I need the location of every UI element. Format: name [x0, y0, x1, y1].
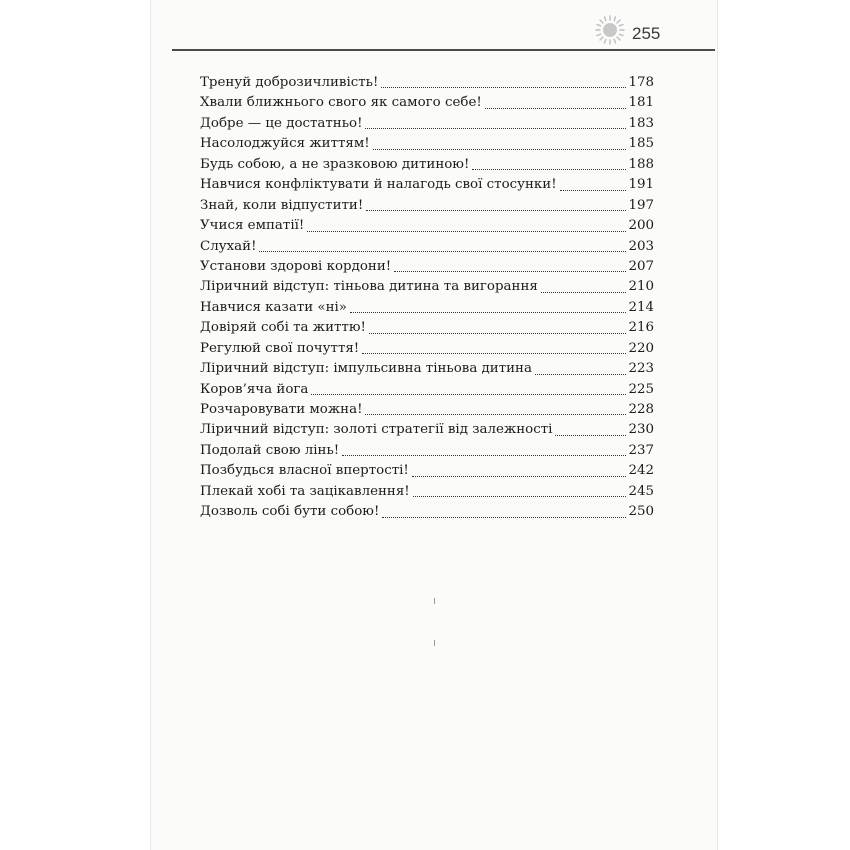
toc-entry-title: Тренуй доброзичливість!: [200, 75, 379, 90]
toc-dot-leader: [381, 73, 626, 88]
toc-dot-leader: [485, 93, 627, 108]
toc-entry-page: 203: [628, 238, 654, 254]
header-rule: [172, 49, 715, 51]
toc-entry-title: Позбудься власної впертості!: [200, 463, 409, 479]
toc-entry-page: 188: [628, 156, 654, 172]
table-of-contents: [200, 73, 654, 523]
toc-entry: [200, 277, 654, 297]
toc-entry-page: 250: [628, 504, 654, 520]
toc-entry-title: Регулюй свої почуття!: [200, 340, 360, 356]
toc-dot-leader: [382, 502, 626, 517]
toc-dot-leader: [366, 196, 626, 211]
toc-entry-page: 225: [628, 381, 654, 397]
toc-entry: [200, 318, 654, 338]
toc-entry-title: Будь собою, а не зразковою дитиною!: [200, 156, 470, 172]
toc-dot-leader: [369, 318, 627, 333]
toc-entry-title: Учися емпатії!: [200, 218, 305, 234]
toc-entry: [200, 155, 654, 175]
sun-icon: [594, 14, 626, 46]
toc-entry-page: 210: [628, 279, 654, 295]
toc-entry-page: 216: [628, 320, 654, 336]
toc-dot-leader: [472, 155, 626, 170]
toc-entry-title: Слухай!: [200, 238, 257, 254]
toc-dot-leader: [342, 441, 626, 456]
toc-entry-title: Довіряй собі та життю!: [200, 320, 366, 336]
toc-entry-page: 200: [628, 218, 654, 234]
toc-dot-leader: [365, 114, 626, 129]
toc-entry: [200, 482, 654, 502]
toc-entry: [200, 502, 654, 522]
toc-entry-title: Ліричний відступ: тіньова дитина та вигорання: [200, 279, 538, 295]
toc-entry: [200, 93, 654, 113]
toc-entry-page: 178: [628, 75, 654, 90]
toc-entry-title: Установи здорові кордони!: [200, 258, 392, 274]
print-speck: [434, 598, 435, 604]
toc-dot-leader: [350, 298, 626, 313]
page-number: 255: [632, 24, 661, 43]
toc-entry-title: Ліричний відступ: імпульсивна тіньова дитина: [200, 361, 532, 377]
toc-entry-page: 230: [628, 422, 654, 438]
toc-entry: [200, 175, 654, 195]
toc-entry-title: Дозволь собі бути собою!: [200, 504, 380, 520]
toc-entry-title: Знай, коли відпустити!: [200, 197, 364, 213]
toc-entry: [200, 237, 654, 257]
toc-entry: [200, 73, 654, 93]
toc-entry-page: 245: [628, 483, 654, 499]
toc-entry-title: Коров’яча йога: [200, 381, 309, 397]
toc-entry: [200, 134, 654, 154]
toc-entry-title: Плекай хобі та зацікавлення!: [200, 483, 410, 499]
toc-dot-leader: [555, 420, 626, 435]
toc-entry: [200, 339, 654, 359]
toc-entry-page: 183: [628, 115, 654, 131]
toc-dot-leader: [373, 134, 627, 149]
print-speck: [434, 640, 435, 646]
toc-entry: [200, 400, 654, 420]
toc-dot-leader: [394, 257, 626, 272]
toc-entry-page: 207: [628, 258, 654, 274]
toc-entry-page: 191: [628, 177, 654, 193]
toc-entry: [200, 359, 654, 379]
toc-dot-leader: [413, 482, 627, 497]
toc-dot-leader: [412, 461, 627, 476]
toc-entry-page: 223: [628, 361, 654, 377]
toc-dot-leader: [362, 339, 626, 354]
toc-dot-leader: [535, 359, 626, 374]
toc-dot-leader: [560, 175, 627, 190]
toc-dot-leader: [259, 237, 626, 252]
toc-entry: [200, 114, 654, 134]
toc-dot-leader: [541, 277, 627, 292]
toc-entry: [200, 441, 654, 461]
toc-entry-title: Хвали ближнього свого як самого себе!: [200, 95, 482, 111]
toc-dot-leader: [365, 400, 626, 415]
toc-entry-title: Розчаровувати можна!: [200, 402, 363, 417]
toc-entry: [200, 196, 654, 216]
toc-entry-page: 228: [628, 402, 654, 417]
toc-entry: [200, 257, 654, 277]
toc-entry-title: Добре — це достатньо!: [200, 115, 363, 131]
toc-entry: [200, 420, 654, 440]
toc-entry-title: Ліричний відступ: золоті стратегії від залежності: [200, 422, 553, 438]
toc-entry: [200, 461, 654, 481]
toc-entry: [200, 216, 654, 236]
toc-entry-page: 237: [628, 442, 654, 458]
toc-entry-page: 214: [628, 299, 654, 315]
toc-entry-title: Навчися казати «ні»: [200, 299, 348, 315]
toc-dot-leader: [307, 216, 626, 231]
toc-dot-leader: [311, 380, 626, 395]
toc-entry-page: 185: [628, 136, 654, 152]
toc-entry: [200, 298, 654, 318]
toc-entry-page: 181: [628, 95, 654, 111]
toc-entry-page: 220: [628, 340, 654, 356]
toc-entry-title: Подолай свою лінь!: [200, 442, 340, 458]
toc-entry-title: Насолоджуйся життям!: [200, 136, 370, 152]
toc-entry-page: 242: [628, 463, 654, 479]
toc-entry-title: Навчися конфліктувати й налагодь свої стосунки!: [200, 177, 557, 193]
toc-entry: [200, 380, 654, 400]
toc-entry-page: 197: [628, 197, 654, 213]
